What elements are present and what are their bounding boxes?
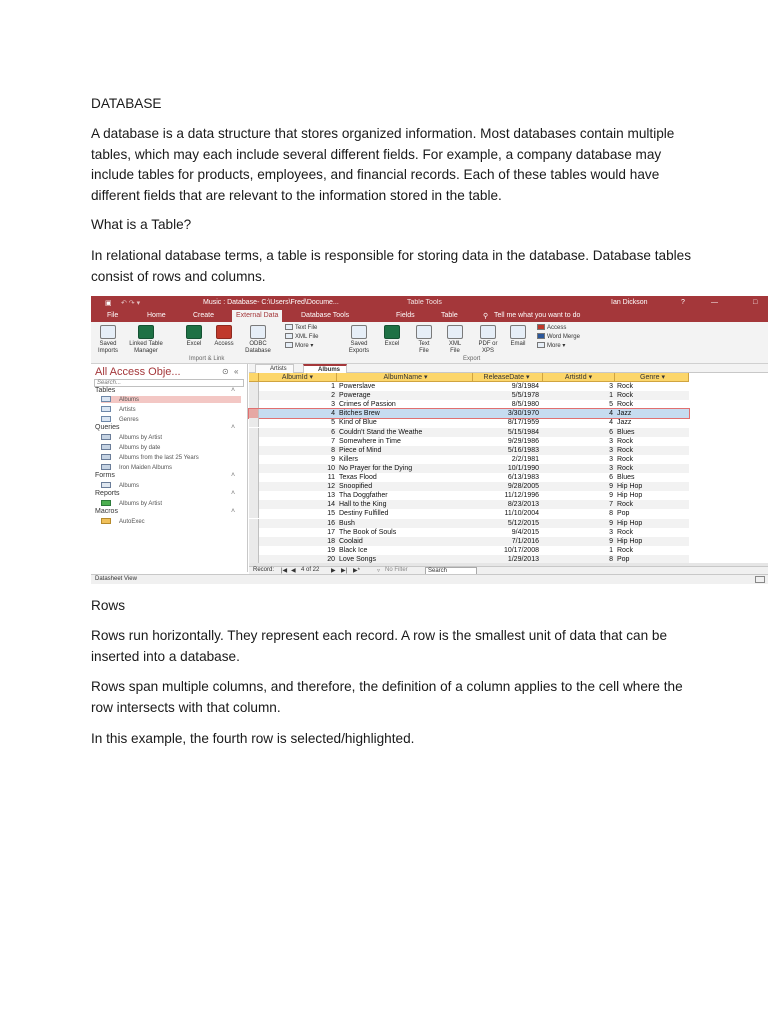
table-row[interactable]	[249, 491, 689, 500]
no-filter-button[interactable]: No Filter	[385, 567, 408, 573]
row-selector[interactable]	[249, 391, 259, 400]
export-group-label: Export	[463, 356, 481, 362]
cell-releasedate[interactable]: 7/1/2016	[511, 537, 539, 545]
saved-imports-icon	[100, 325, 116, 339]
row-selector[interactable]	[249, 473, 259, 482]
excel-icon	[186, 325, 202, 339]
cell-artistid[interactable]: 3	[609, 383, 613, 390]
select-all-cell[interactable]	[249, 373, 259, 381]
row-selector[interactable]	[249, 428, 259, 437]
row-selector[interactable]	[249, 455, 259, 464]
cell-albumid[interactable]: 4	[331, 410, 335, 418]
cell-genre[interactable]: Rock	[617, 383, 633, 390]
excel-export-icon	[384, 325, 400, 339]
saved-imports-button[interactable]: Saved Imports	[95, 325, 121, 355]
row-selector[interactable]	[249, 500, 259, 509]
nav-table-albums[interactable]: Albums	[101, 396, 241, 403]
cell-genre[interactable]: Rock	[617, 446, 633, 454]
paragraph-table-definition: In relational database terms, a table is responsible for storing data in the database. Database tables consist of rows and columns.	[91, 248, 692, 284]
row-selector[interactable]	[249, 464, 259, 473]
cell-artistid[interactable]: 9	[609, 519, 613, 527]
nav-menu-icon[interactable]: ⊙	[222, 367, 229, 376]
first-record-icon[interactable]: |◀	[281, 568, 288, 574]
cell-releasedate[interactable]: 2/2/1981	[511, 455, 539, 463]
import-access-button[interactable]: Access	[213, 325, 235, 348]
cell-albumid[interactable]: 19	[327, 546, 335, 554]
cell-albumid[interactable]: 14	[327, 501, 335, 509]
cell-albumname[interactable]: Kind of Blue	[339, 419, 377, 427]
cell-genre[interactable]: Jazz	[617, 410, 632, 418]
cell-albumid[interactable]: 16	[327, 519, 335, 527]
cell-releasedate[interactable]: 3/30/1970	[507, 410, 539, 418]
ribbon-tabs	[91, 310, 768, 322]
export-email-button[interactable]: Email	[507, 325, 529, 348]
status-bar	[91, 574, 768, 584]
doc-tab-albums[interactable]: Albums	[303, 364, 347, 373]
cell-albumname[interactable]: Bitches Brew	[339, 410, 380, 418]
import-more-button[interactable]: More ▾	[285, 342, 313, 349]
cell-albumid[interactable]: 20	[327, 555, 335, 563]
cell-artistid[interactable]: 3	[609, 455, 613, 463]
cell-albumid[interactable]: 8	[331, 446, 335, 454]
import-link-group-label: Import & Link	[189, 356, 225, 362]
cell-albumid[interactable]: 1	[331, 383, 335, 390]
nav-report-albums-by-artist[interactable]: Albums by Artist	[101, 500, 162, 507]
tab-table[interactable]: Table	[441, 312, 458, 319]
cell-albumid[interactable]: 2	[331, 392, 335, 400]
cell-genre[interactable]: Rock	[617, 464, 633, 472]
xml-file-icon	[447, 325, 463, 339]
export-pdf-button[interactable]: PDF or XPS	[475, 325, 501, 355]
row-selector[interactable]	[249, 546, 259, 555]
table-row[interactable]	[249, 528, 689, 537]
cell-albumid[interactable]: 5	[331, 419, 335, 427]
cell-releasedate[interactable]: 9/29/1986	[507, 437, 539, 445]
cell-releasedate[interactable]: 8/23/2013	[507, 501, 539, 509]
filter-icon: ▿	[377, 568, 381, 574]
cell-albumid[interactable]: 10	[327, 464, 335, 472]
nav-query-albums-by-date[interactable]: Albums by date	[101, 444, 160, 451]
cell-releasedate[interactable]: 6/13/1983	[507, 474, 539, 481]
cell-genre[interactable]: Pop	[617, 510, 630, 518]
cell-albumname[interactable]: No Prayer for the Dying	[339, 464, 413, 472]
collapse-reports-icon[interactable]: ˄	[231, 490, 236, 497]
cell-albumname[interactable]: Crimes of Passion	[339, 401, 396, 409]
tab-home[interactable]: Home	[147, 312, 166, 319]
cell-albumname[interactable]: Bush	[339, 519, 355, 527]
row-selector[interactable]	[249, 519, 259, 528]
cell-albumname[interactable]: Black Ice	[339, 546, 368, 554]
import-excel-button[interactable]: Excel	[183, 325, 205, 348]
table-row[interactable]	[249, 382, 689, 391]
table-row[interactable]	[249, 418, 689, 427]
linked-table-manager-button[interactable]: Linked Table Manager	[127, 325, 165, 355]
last-record-icon[interactable]: ▶|	[341, 568, 348, 574]
cell-albumid[interactable]: 11	[327, 474, 335, 481]
nav-macro-autoexec[interactable]: AutoExec	[101, 518, 145, 525]
row-selector[interactable]	[249, 409, 259, 418]
view-status: Datasheet View	[95, 576, 137, 582]
odbc-icon	[250, 325, 266, 339]
column-header-artistid[interactable]: ArtistId ▾	[543, 373, 615, 381]
cell-genre[interactable]: Rock	[617, 501, 633, 509]
table-row[interactable]	[249, 391, 689, 400]
export-access-button[interactable]: Access	[537, 324, 566, 331]
row-selector[interactable]	[249, 509, 259, 518]
row-selector[interactable]	[249, 528, 259, 537]
column-header-releasedate[interactable]: ReleaseDate ▾	[473, 373, 543, 381]
cell-artistid[interactable]: 6	[609, 428, 613, 436]
nav-group-tables[interactable]: Tables	[95, 387, 116, 394]
tab-external-data[interactable]: External Data	[232, 310, 282, 322]
table-row[interactable]	[249, 464, 689, 473]
collapse-forms-icon[interactable]: ˄	[231, 472, 236, 479]
cell-albumid[interactable]: 13	[327, 492, 335, 500]
cell-releasedate[interactable]: 5/5/1978	[511, 392, 539, 400]
nav-group-macros[interactable]: Macros	[95, 508, 118, 515]
tab-file[interactable]: File	[107, 312, 119, 319]
saved-exports-button[interactable]: Saved Exports	[345, 325, 373, 355]
paragraph-rows-columns: Rows span multiple columns, and therefore, the definition of a column applies to the cell where the row intersects with that column.	[91, 679, 683, 715]
datasheet-view-icon[interactable]	[755, 576, 765, 583]
doc-tab-artists[interactable]: Artists	[255, 364, 294, 373]
cell-releasedate[interactable]: 5/16/1983	[507, 446, 539, 454]
cell-artistid[interactable]: 6	[609, 474, 613, 481]
previous-record-icon[interactable]: ◀	[291, 568, 296, 574]
record-search-input[interactable]: Search	[425, 567, 477, 575]
current-record-field[interactable]: 4 of 22	[301, 567, 320, 573]
import-xml-file-button[interactable]: XML File	[285, 333, 318, 340]
cell-releasedate[interactable]: 8/17/1959	[507, 419, 539, 427]
cell-genre[interactable]: Rock	[617, 392, 633, 400]
minimize-icon[interactable]: —	[711, 299, 718, 306]
column-header-row	[249, 373, 689, 382]
cell-albumid[interactable]: 15	[327, 510, 335, 518]
cell-albumname[interactable]: Killers	[339, 455, 359, 463]
saved-exports-icon	[351, 325, 367, 339]
cell-albumid[interactable]: 12	[327, 483, 335, 491]
cell-genre[interactable]: Rock	[617, 528, 633, 536]
cell-genre[interactable]: Rock	[617, 546, 633, 554]
tab-database-tools[interactable]: Database Tools	[301, 312, 350, 319]
email-icon	[510, 325, 526, 339]
title-bar	[91, 296, 768, 310]
cell-artistid[interactable]: 9	[609, 492, 613, 500]
cell-artistid[interactable]: 1	[609, 392, 613, 400]
cell-albumname[interactable]: The Book of Souls	[339, 528, 397, 536]
cell-releasedate[interactable]: 11/10/2004	[504, 510, 539, 518]
navigation-pane	[91, 364, 248, 572]
tell-me-box[interactable]: Tell me what you want to do	[494, 312, 581, 319]
linked-table-icon	[138, 325, 154, 339]
cell-genre[interactable]: Blues	[617, 428, 635, 436]
table-row[interactable]	[249, 482, 689, 491]
cell-artistid[interactable]: 3	[609, 446, 613, 454]
cell-releasedate[interactable]: 10/1/1990	[507, 464, 539, 472]
cell-albumname[interactable]: Powerage	[339, 392, 371, 400]
nav-search-input[interactable]: Search...	[94, 379, 244, 387]
export-xml-file-button[interactable]: XML File	[444, 325, 466, 355]
cell-artistid[interactable]: 9	[609, 537, 613, 545]
undo-icon[interactable]: ↶ ↷ ▾	[121, 300, 141, 307]
table-row[interactable]	[249, 500, 689, 509]
paragraph-example-note: In this example, the fourth row is selected/highlighted.	[91, 731, 415, 746]
table-row[interactable]	[249, 546, 689, 555]
access-icon	[216, 325, 232, 339]
cell-genre[interactable]: Hip Hop	[617, 519, 643, 527]
cell-albumid[interactable]: 18	[327, 537, 335, 545]
window-title: Music : Database- C:\Users\Fred\Docume...	[203, 299, 339, 306]
tab-fields[interactable]: Fields	[396, 312, 415, 319]
paragraph-rows-definition: Rows run horizontally. They represent each record. A row is the smallest unit of data that can be inserted into a database.	[91, 628, 668, 664]
user-name[interactable]: Ian Dickson	[611, 299, 648, 306]
restore-icon[interactable]: □	[753, 299, 758, 306]
row-selector[interactable]	[249, 400, 259, 409]
column-header-albumname[interactable]: AlbumName ▾	[337, 373, 473, 381]
rows-heading: Rows	[91, 598, 125, 613]
cell-genre[interactable]: Hip Hop	[617, 537, 643, 545]
export-more-button[interactable]: More ▾	[537, 342, 565, 349]
new-record-icon[interactable]: ▶*	[353, 568, 360, 574]
table-row[interactable]	[249, 400, 689, 409]
cell-releasedate[interactable]: 11/12/1996	[504, 492, 539, 500]
row-selector[interactable]	[249, 446, 259, 455]
table-row[interactable]	[249, 428, 689, 437]
table-row[interactable]	[249, 509, 689, 518]
ribbon	[91, 322, 768, 364]
nav-query-albums-by-artist[interactable]: Albums by Artist	[101, 434, 162, 441]
cell-genre[interactable]: Rock	[617, 401, 633, 409]
collapse-queries-icon[interactable]: ˄	[231, 424, 236, 431]
export-text-file-button[interactable]: Text File	[413, 325, 435, 355]
cell-albumid[interactable]: 6	[331, 428, 335, 436]
lightbulb-icon: ⚲	[483, 313, 489, 320]
cell-artistid[interactable]: 4	[609, 419, 613, 427]
nav-query-last-25-years[interactable]: Albums from the last 25 Years	[101, 454, 199, 461]
text-file-icon	[416, 325, 432, 339]
cell-releasedate[interactable]: 1/29/2013	[507, 555, 539, 563]
row-selector[interactable]	[249, 491, 259, 500]
row-selector[interactable]	[249, 482, 259, 491]
document-heading: DATABASE	[91, 96, 162, 111]
cell-releasedate[interactable]: 9/28/2005	[507, 483, 539, 491]
cell-albumname[interactable]: Tha Doggfather	[339, 492, 388, 500]
record-navigator	[249, 566, 768, 574]
cell-artistid[interactable]: 8	[609, 510, 613, 518]
cell-artistid[interactable]: 9	[609, 483, 613, 491]
cell-artistid[interactable]: 4	[609, 410, 613, 418]
table-row[interactable]	[249, 455, 689, 464]
row-selector[interactable]	[249, 382, 259, 391]
column-header-albumid[interactable]: AlbumId ▾	[259, 373, 337, 381]
cell-albumname[interactable]: Texas Flood	[339, 474, 377, 481]
cell-albumname[interactable]: Destiny Fulfilled	[339, 510, 389, 518]
cell-releasedate[interactable]: 9/4/2015	[511, 528, 539, 536]
cell-releasedate[interactable]: 5/12/2015	[507, 519, 539, 527]
nav-group-queries[interactable]: Queries	[95, 424, 120, 431]
cell-artistid[interactable]: 5	[609, 401, 613, 409]
cell-albumid[interactable]: 17	[327, 528, 335, 536]
cell-albumname[interactable]: Piece of Mind	[339, 446, 382, 454]
cell-genre[interactable]: Hip Hop	[617, 492, 643, 500]
cell-genre[interactable]: Rock	[617, 455, 633, 463]
nav-table-artists[interactable]: Artists	[101, 406, 136, 413]
table-row[interactable]	[249, 437, 689, 446]
cell-releasedate[interactable]: 10/17/2008	[503, 546, 539, 554]
cell-genre[interactable]: Rock	[617, 437, 633, 445]
table-tools-label: Table Tools	[407, 299, 442, 306]
collapse-tables-icon[interactable]: ˄	[231, 387, 236, 394]
cell-artistid[interactable]: 3	[609, 528, 613, 536]
table-row[interactable]	[249, 537, 689, 546]
row-selector[interactable]	[249, 418, 259, 427]
nav-query-iron-maiden[interactable]: Iron Maiden Albums	[101, 464, 172, 471]
nav-table-genres[interactable]: Genres	[101, 416, 139, 423]
cell-albumname[interactable]: Hall to the King	[339, 501, 387, 509]
cell-artistid[interactable]: 1	[609, 546, 613, 554]
cell-albumname[interactable]: Powerslave	[339, 383, 376, 390]
access-screenshot	[91, 296, 768, 584]
export-word-merge-button[interactable]: Word Merge	[537, 333, 580, 340]
nav-pane-title[interactable]: All Access Obje...	[95, 366, 181, 378]
help-icon[interactable]: ?	[681, 299, 685, 306]
save-icon[interactable]: ▣	[105, 300, 112, 307]
import-odbc-button[interactable]: ODBC Database	[243, 325, 273, 355]
nav-form-albums[interactable]: Albums	[101, 482, 139, 489]
cell-albumid[interactable]: 3	[331, 401, 335, 409]
cell-artistid[interactable]: 7	[609, 501, 613, 509]
cell-genre[interactable]: Blues	[617, 474, 635, 481]
cell-albumname[interactable]: Love Songs	[339, 555, 376, 563]
cell-albumid[interactable]: 7	[331, 437, 335, 445]
cell-albumname[interactable]: Coolaid	[339, 537, 363, 545]
document-tabs	[249, 364, 768, 373]
nav-group-reports[interactable]: Reports	[95, 490, 120, 497]
cell-releasedate[interactable]: 9/3/1984	[511, 383, 539, 390]
shutter-bar-icon[interactable]: «	[234, 367, 239, 376]
export-excel-button[interactable]: Excel	[381, 325, 403, 348]
table-row[interactable]	[249, 409, 689, 418]
import-text-file-button[interactable]: Text File	[285, 324, 317, 331]
row-selector[interactable]	[249, 537, 259, 546]
cell-releasedate[interactable]: 5/15/1984	[507, 428, 539, 436]
column-header-genre[interactable]: Genre ▾	[615, 373, 689, 381]
row-selector[interactable]	[249, 437, 259, 446]
cell-releasedate[interactable]: 8/5/1980	[511, 401, 539, 409]
cell-albumname[interactable]: Couldn't Stand the Weathe	[339, 428, 423, 436]
collapse-macros-icon[interactable]: ˄	[231, 508, 236, 515]
cell-genre[interactable]: Pop	[617, 555, 630, 563]
next-record-icon[interactable]: ▶	[331, 568, 336, 574]
cell-albumid[interactable]: 9	[331, 455, 335, 463]
cell-genre[interactable]: Hip Hop	[617, 483, 643, 491]
cell-genre[interactable]: Jazz	[617, 419, 632, 427]
table-row[interactable]	[249, 519, 689, 528]
subheading-what-is-table: What is a Table?	[91, 217, 192, 232]
tab-create[interactable]: Create	[193, 312, 215, 319]
pdf-icon	[480, 325, 496, 339]
paragraph-database-definition: A database is a data structure that stores organized information. Most databases contain multiple tables, which may each include several different fields. For example, a company database may include tables for products, employees, and financial records. Each of these tables would have different fields that are relevant to the information stored in the table.	[91, 126, 675, 203]
cell-artistid[interactable]: 8	[609, 555, 613, 563]
cell-artistid[interactable]: 3	[609, 437, 613, 445]
nav-group-forms[interactable]: Forms	[95, 472, 115, 479]
cell-artistid[interactable]: 3	[609, 464, 613, 472]
table-row[interactable]	[249, 473, 689, 482]
table-row[interactable]	[249, 446, 689, 455]
record-label: Record:	[253, 567, 275, 573]
cell-albumname[interactable]: Somewhere in Time	[339, 437, 401, 445]
cell-albumname[interactable]: Snoopified	[339, 483, 373, 491]
